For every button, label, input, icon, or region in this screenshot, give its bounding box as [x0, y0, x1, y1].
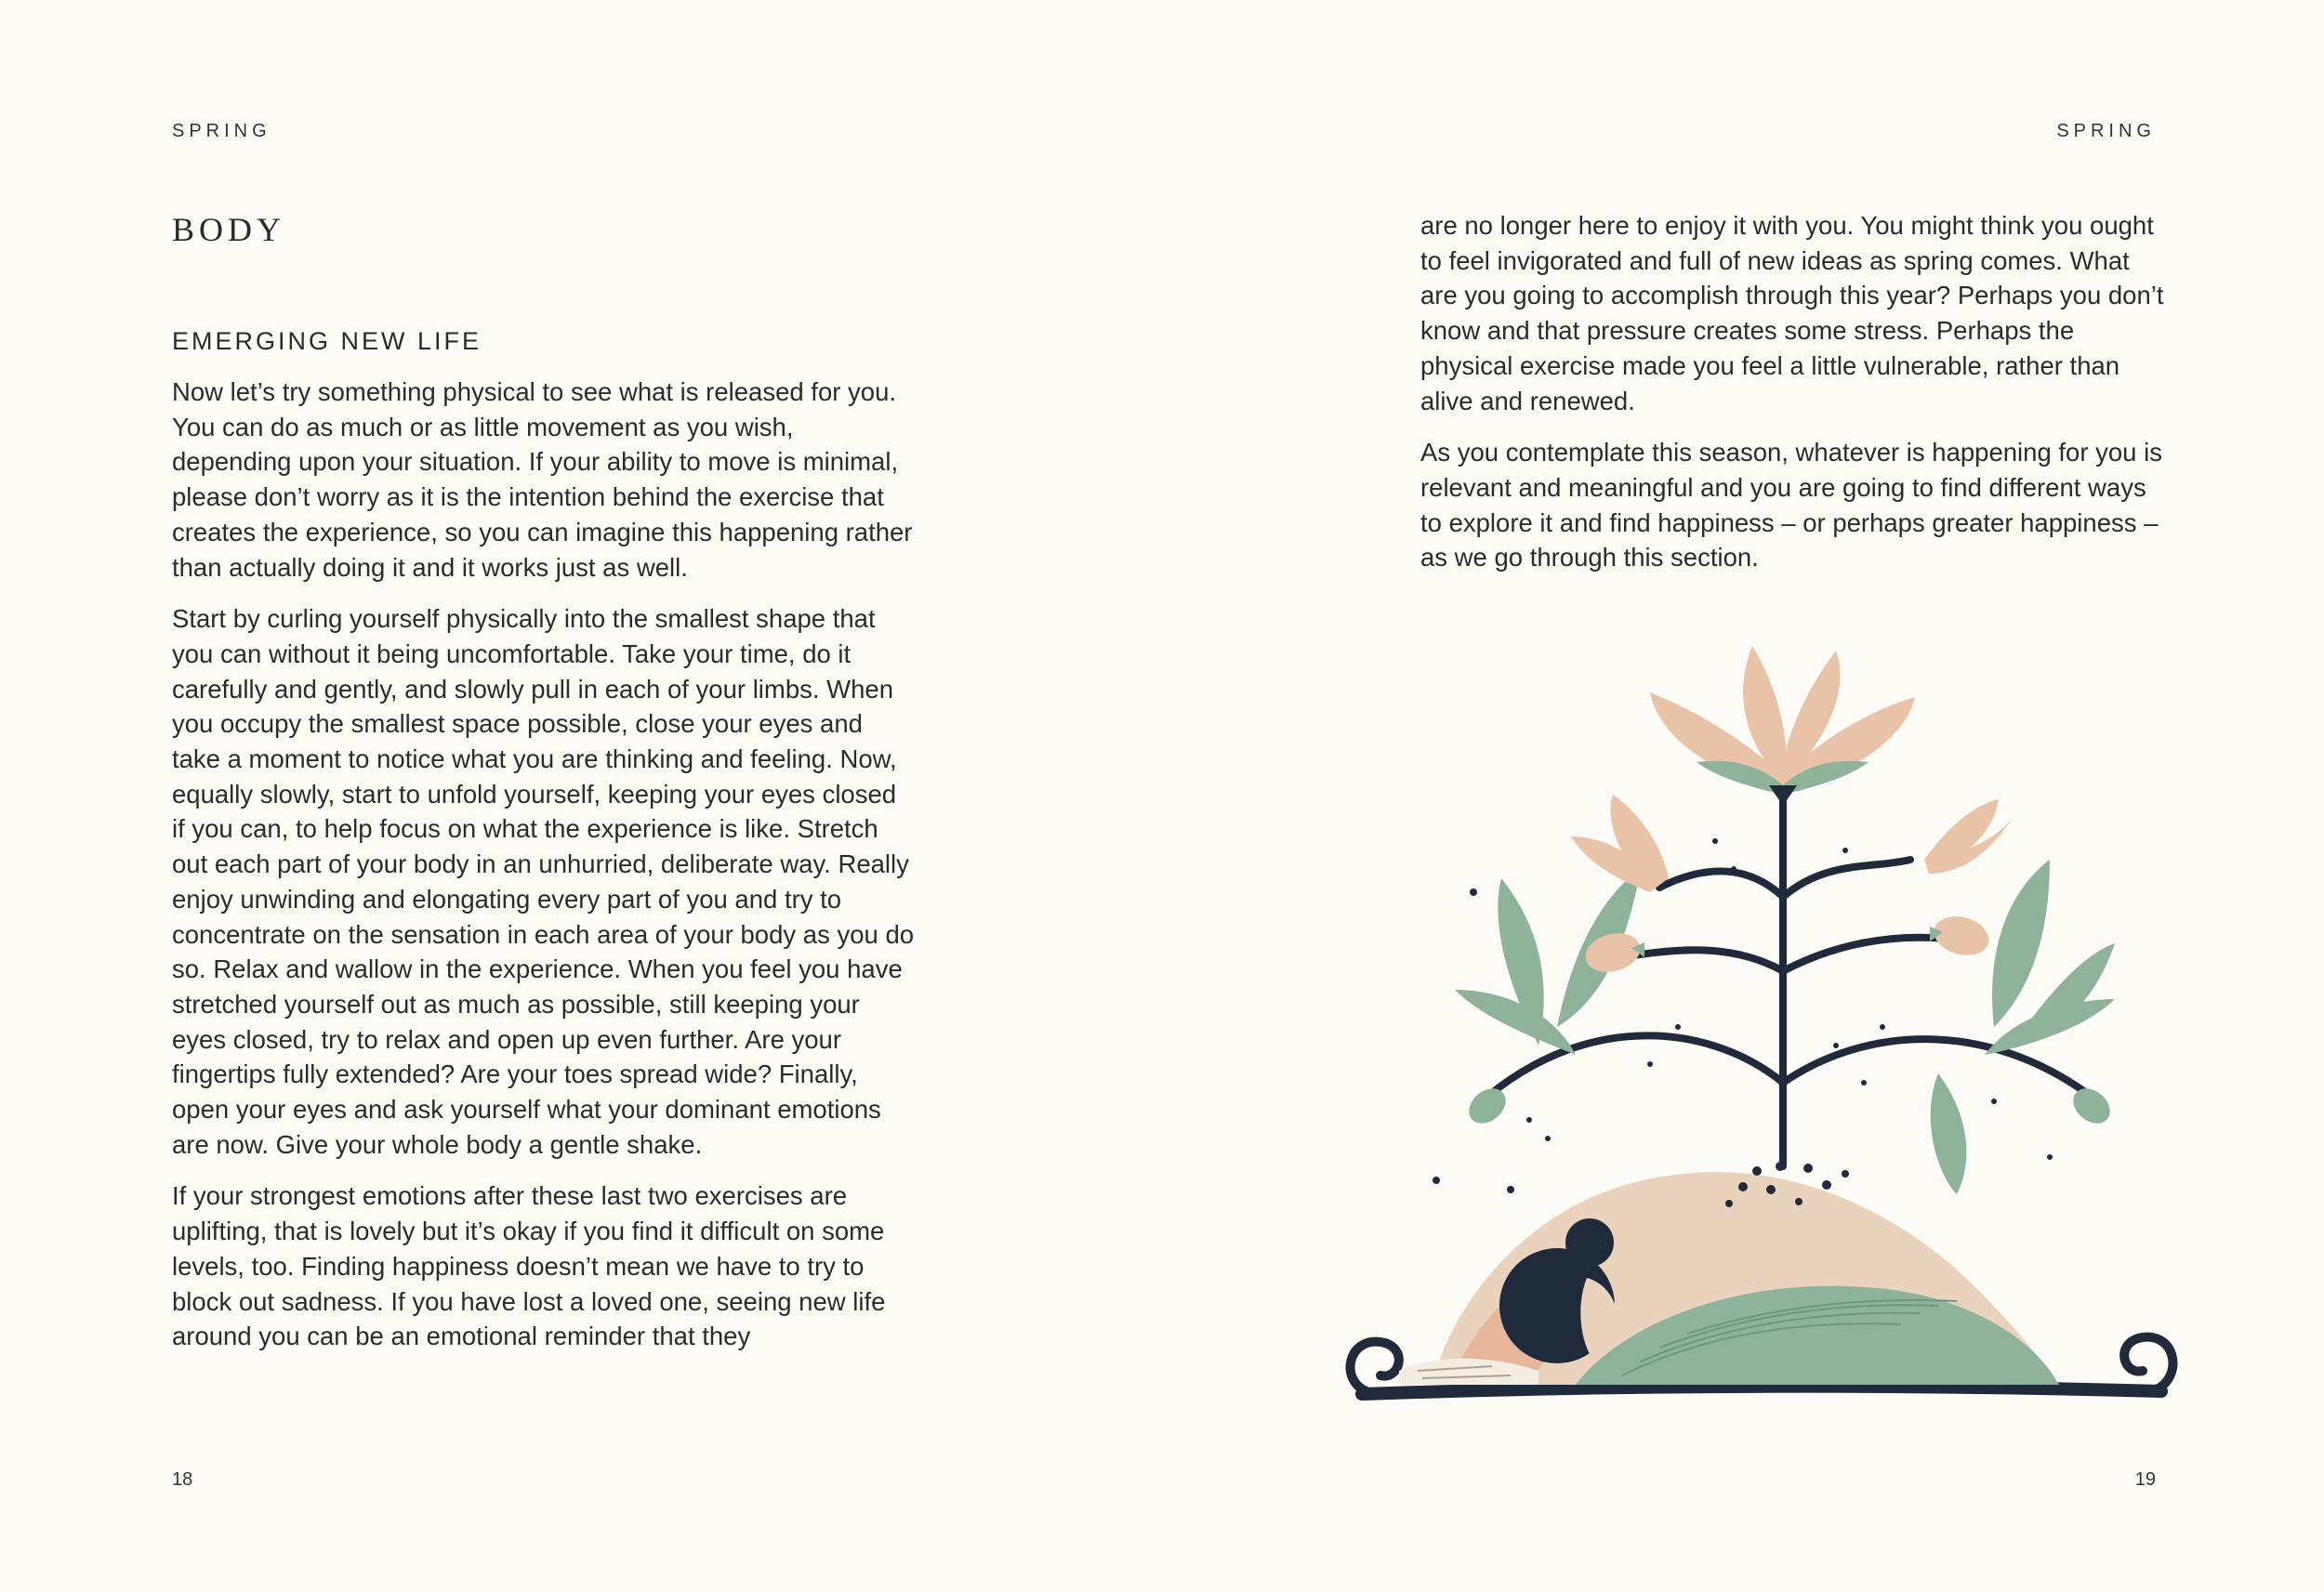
paragraph: As you contemplate this season, whatever is happening for you is relevant and meaningful and you are going to find different ways to explore it and find happiness – or perhaps greater happiness – as we go through this section. [1420, 438, 2162, 572]
body-text-left [172, 375, 916, 1371]
curled-figure-icon [1399, 1162, 2059, 1385]
side-flower-icon [1571, 795, 2013, 892]
paragraph: Now let’s try something physical to see what is released for you. You can do as much or as little movement as you wish, depending upon your situation. If your ability to move is minimal, please don’t worry as it is the intention behind the exercise that creates the experience, so you can imagine this happening rather than actually doing it and it works just as well. [172, 377, 913, 582]
top-flower-icon [1650, 646, 1915, 806]
page-number-left: 18 [172, 1469, 193, 1490]
paragraph: Start by curling yourself physically into the smallest shape that you can without it being uncomfortable. Take your time, do it carefully and gently, and slowly pull in each of your limbs. When you occupy the smallest space possible, close your eyes and take a moment to notice what you are thinking and feeling. Now, equally slowly, start to unfold yourself, keeping your eyes closed if you can, to help focus on what the experience is like. Stretch out each part of your body in an unhurried, deliberate way. Really enjoy unwinding and elongating every part of you and try to concentrate on the sensation in each area of your body as you do so. Relax and wallow in the experience. When you feel you have stretched yourself out as much as possible, still keeping your eyes closed, try to relax and open up even further. Are your fingertips fully extended? Are your toes spread wide? Finally, open your eyes and ask yourself what your dominant emotions are now. Give your whole body a gentle shake. [172, 604, 915, 1159]
paragraph: If your strongest emotions after these last two exercises are uplifting, that is lovely but it’s okay if you find it difficult on some levels, too. Finding happiness doesn’t mean we have to try to block out sadness. If you have lost a loved one, seeing new life around you can be an emotional reminder that they [172, 1181, 886, 1351]
page-number-right: 19 [2134, 1469, 2156, 1490]
curled-figure-with-flowering-plant-illustration [1343, 637, 2180, 1436]
body-text-right [1420, 208, 2164, 592]
paragraph: are no longer here to enjoy it with you. You might think you ought to feel invigorated and full of new ideas as spring comes. What are you going to accomplish through this year? Perhaps you don’t know and that pressure creates some stress. Perhaps the physical exercise made you feel a little vulnerable, rather than alive and renewed. [1420, 211, 2164, 415]
running-head-right: SPRING [2056, 121, 2156, 141]
right-page [1162, 0, 2324, 1592]
section-title: BODY [172, 211, 286, 248]
subheading: EMERGING NEW LIFE [172, 327, 482, 355]
running-head-left: SPRING [172, 121, 271, 141]
